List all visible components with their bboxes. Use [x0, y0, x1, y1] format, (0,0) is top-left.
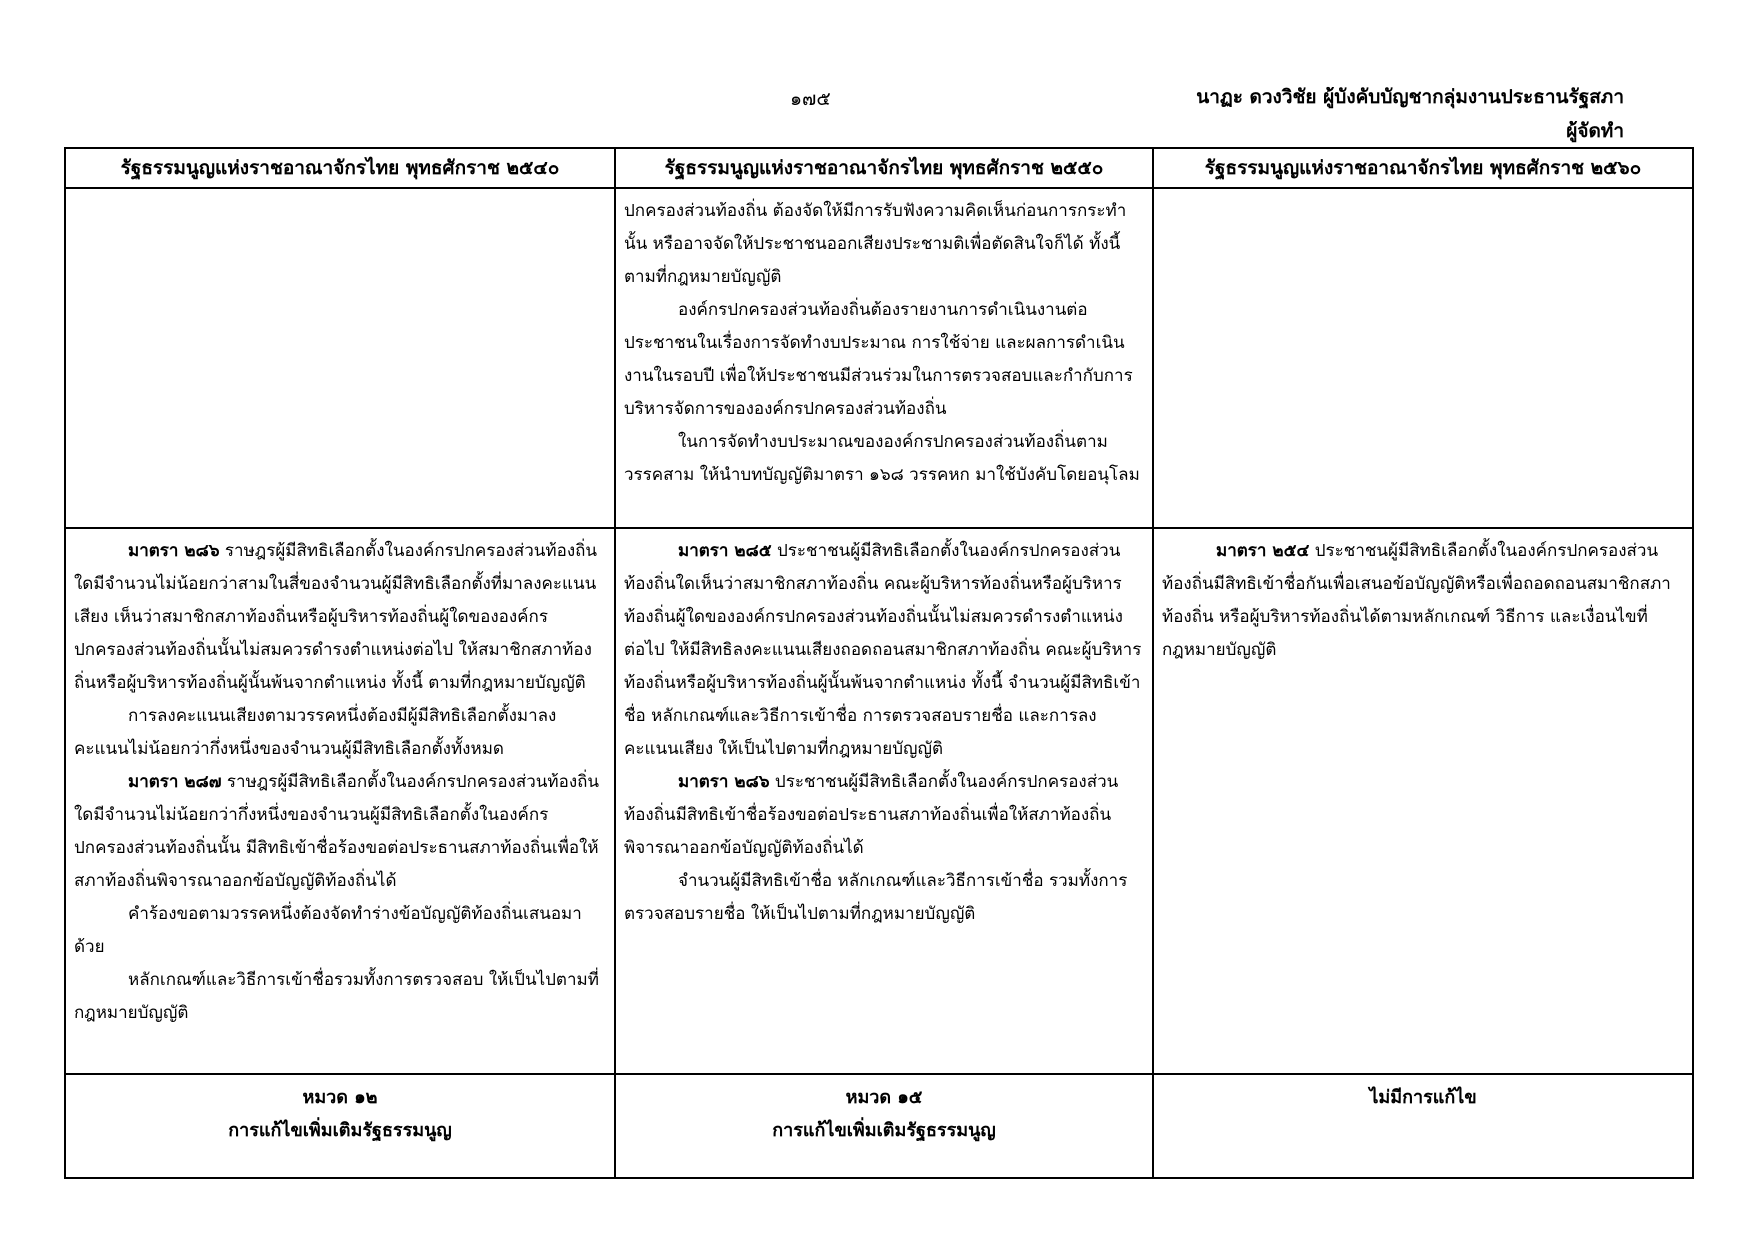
paragraph: [74, 535, 606, 700]
chapter-title: การแก้ไขเพิ่มเติมรัฐธรรมนูญ: [228, 1120, 452, 1141]
chapter-number: หมวด ๑๒: [302, 1087, 378, 1108]
column-header-2550: รัฐธรรมนูญแห่งราชอาณาจักรไทย พุทธศักราช ๒๕๕๐: [615, 148, 1153, 188]
section-text: หลักเกณฑ์และวิธีการเข้าชื่อรวมทั้งการตรวจสอบ ให้เป็นไปตามที่กฎหมายบัญญัติ: [74, 970, 599, 1023]
section-text: ราษฎรผู้มีสิทธิเลือกตั้งในองค์กรปกครองส่วนท้องถิ่นใดมีจำนวนไม่น้อยกว่าสามในสี่ของจำนวนผู้มีสิทธิเลือกตั้งที่มาลงคะแนนเสียง เห็นว่าสมาชิกสภาท้องถิ่นหรือผู้บริหารท้องถิ่นผู้ใดขององค์กรปกครองส่วนท้องถิ่นนั้นไม่สมควรดำรงตำแหน่งต่อไป ให้สมาชิกสภาท้องถิ่นหรือผู้บริหารท้องถิ่นผู้นั้นพ้นจากตำแหน่ง ทั้งนี้ ตามที่กฎหมายบัญญัติ: [74, 541, 598, 693]
section-number: มาตรา ๒๘๗: [128, 772, 222, 792]
section-text: ประชาชนผู้มีสิทธิเลือกตั้งในองค์กรปกครองส่วนท้องถิ่นมีสิทธิเข้าชื่อร้องขอต่อประธานสภาท้องถิ่นเพื่อให้สภาท้องถิ่นพิจารณาออกข้อบัญญัติท้องถิ่นได้: [624, 772, 1119, 858]
table-row: [65, 188, 1693, 528]
table-header-row: [65, 148, 1693, 188]
cell-2560-local-recall: [1153, 528, 1693, 1074]
section-text: ราษฎรผู้มีสิทธิเลือกตั้งในองค์กรปกครองส่วนท้องถิ่นใดมีจำนวนไม่น้อยกว่ากึ่งหนึ่งของจำนวนผู้มีสิทธิเลือกตั้งในองค์กรปกครองส่วนท้องถิ่นนั้น มีสิทธิเข้าชื่อร้องขอต่อประธานสภาท้องถิ่นเพื่อให้สภาท้องถิ่นพิจารณาออกข้อบัญญัติท้องถิ่นได้: [74, 772, 600, 891]
section-text: ประชาชนผู้มีสิทธิเลือกตั้งในองค์กรปกครองส่วนท้องถิ่นใดเห็นว่าสมาชิกสภาท้องถิ่น คณะผู้บริหารท้องถิ่นหรือผู้บริหารท้องถิ่นผู้ใดขององค์กรปกครองส่วนท้องถิ่นนั้นไม่สมควรดำรงตำแหน่งต่อไป ให้มีสิทธิลงคะแนนเสียงถอดถอนสมาชิกสภาท้องถิ่น คณะผู้บริหารท้องถิ่นหรือผู้บริหารท้องถิ่นผู้นั้นพ้นจากตำแหน่ง ทั้งนี้ จำนวนผู้มีสิทธิเข้าชื่อ หลักเกณฑ์และวิธีการเข้าชื่อ การตรวจสอบรายชื่อ และการลงคะแนนเสียง ให้เป็นไปตามที่กฎหมายบัญญัติ: [624, 541, 1142, 759]
section-text: คำร้องขอตามวรรคหนึ่งต้องจัดทำร่างข้อบัญญัติท้องถิ่นเสนอมาด้วย: [74, 904, 582, 957]
paragraph: ปกครองส่วนท้องถิ่น ต้องจัดให้มีการรับฟังความคิดเห็นก่อนการกระทำนั้น หรืออาจจัดให้ประชาชนออกเสียงประชามติเพื่อตัดสินใจก็ได้ ทั้งนี้ ตามที่กฎหมายบัญญัติ: [624, 201, 1127, 287]
column-header-2560: รัฐธรรมนูญแห่งราชอาณาจักรไทย พุทธศักราช ๒๕๖๐: [1153, 148, 1693, 188]
paragraph: [624, 766, 1144, 865]
section-text: การลงคะแนนเสียงตามวรรคหนึ่งต้องมีผู้มีสิทธิเลือกตั้งมาลงคะแนนไม่น้อยกว่ากึ่งหนึ่งของจำนวนผู้มีสิทธิเลือกตั้งทั้งหมด: [74, 706, 557, 759]
page-number: ๑๗๕: [790, 88, 831, 110]
cell-2540-chapter: [65, 1074, 615, 1178]
paragraph: องค์กรปกครองส่วนท้องถิ่นต้องรายงานการดำเนินงานต่อประชาชนในเรื่องการจัดทำงบประมาณ การใช้จ่าย และผลการดำเนินงานในรอบปี เพื่อให้ประชาชนมีส่วนร่วมในการตรวจสอบและกำกับการบริหารจัดการขององค์กรปกครองส่วนท้องถิ่น: [624, 300, 1133, 419]
no-amendment-note: ไม่มีการแก้ไข: [1369, 1087, 1477, 1108]
chapter-title: การแก้ไขเพิ่มเติมรัฐธรรมนูญ: [772, 1120, 996, 1141]
chapter-number: หมวด ๑๕: [845, 1087, 923, 1108]
section-number: มาตรา ๒๘๖: [128, 541, 220, 561]
paragraph: ในการจัดทำงบประมาณขององค์กรปกครองส่วนท้องถิ่นตามวรรคสาม ให้นำบทบัญญัติมาตรา ๑๖๘ วรรคหก มาใช้บังคับโดยอนุโลม: [624, 432, 1140, 485]
comparison-table: [64, 147, 1694, 1179]
cell-2550-chapter: [615, 1074, 1153, 1178]
cell-2550-continued: [615, 188, 1153, 528]
table-row: [65, 528, 1693, 1074]
cell-2540-continued: [65, 188, 615, 528]
column-header-2540: รัฐธรรมนูญแห่งราชอาณาจักรไทย พุทธศักราช ๒๕๔๐: [65, 148, 615, 188]
paragraph: [74, 700, 606, 766]
section-number: มาตรา ๒๘๕: [678, 541, 772, 561]
section-number: มาตรา ๒๕๔: [1216, 541, 1310, 561]
cell-2550-local-recall: [615, 528, 1153, 1074]
paragraph: [1162, 535, 1684, 667]
cell-2540-local-recall: [65, 528, 615, 1074]
paragraph: [74, 898, 606, 964]
author-name: นาฏะ ดวงวิชัย ผู้บังคับบัญชากลุ่มงานประธานรัฐสภา: [1196, 86, 1624, 108]
section-text: ประชาชนผู้มีสิทธิเลือกตั้งในองค์กรปกครองส่วนท้องถิ่นมีสิทธิเข้าชื่อกันเพื่อเสนอข้อบัญญัติหรือเพื่อถอดถอนสมาชิกสภาท้องถิ่น หรือผู้บริหารท้องถิ่นได้ตามหลักเกณฑ์ วิธีการ และเงื่อนไขที่กฎหมายบัญญัติ: [1162, 541, 1671, 660]
paragraph: [74, 766, 606, 898]
author-block: [1196, 80, 1624, 148]
paragraph: [74, 964, 606, 1030]
cell-2560-chapter: [1153, 1074, 1693, 1178]
paragraph: [624, 865, 1144, 931]
author-role: ผู้จัดทำ: [1566, 120, 1624, 142]
table-row: [65, 1074, 1693, 1178]
paragraph: [624, 535, 1144, 766]
section-text: จำนวนผู้มีสิทธิเข้าชื่อ หลักเกณฑ์และวิธีการเข้าชื่อ รวมทั้งการตรวจสอบรายชื่อ ให้เป็นไปตามที่กฎหมายบัญญัติ: [624, 871, 1128, 924]
cell-2560-continued: [1153, 188, 1693, 528]
section-number: มาตรา ๒๘๖: [678, 772, 770, 792]
